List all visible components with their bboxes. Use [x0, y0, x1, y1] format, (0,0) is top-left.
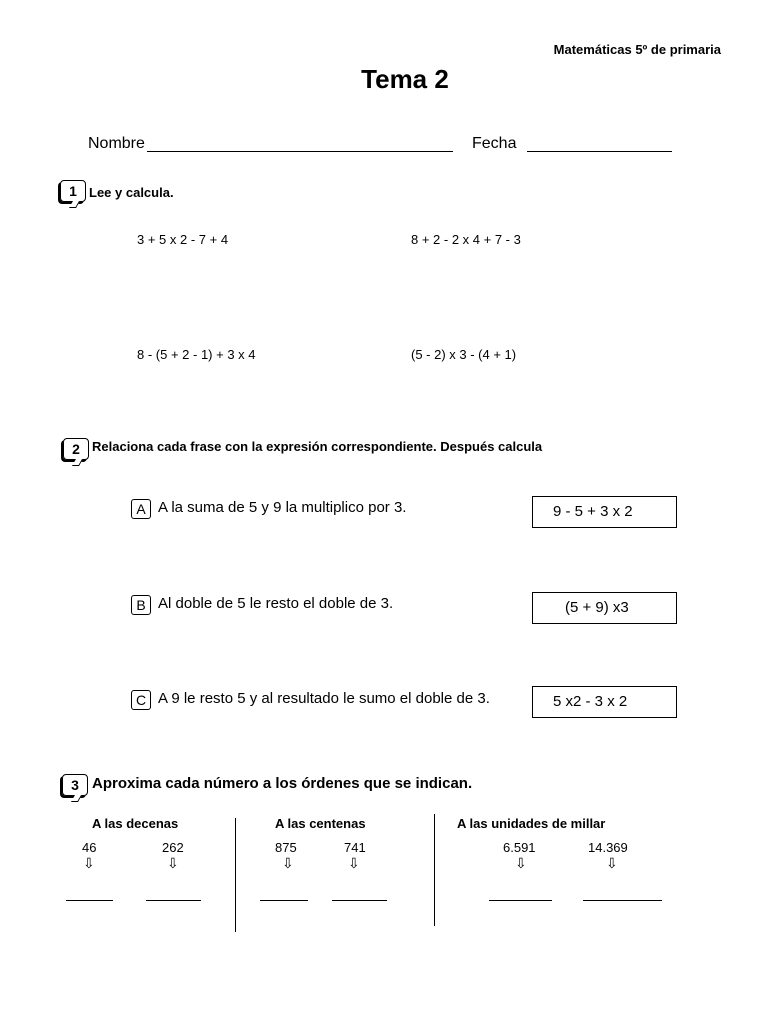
letter-box-a: A	[131, 499, 151, 519]
column-divider	[235, 818, 236, 932]
letter-box-b: B	[131, 595, 151, 615]
down-arrow-icon: ⇩	[282, 855, 294, 871]
expression-box-2-text: (5 + 9) x3	[565, 599, 629, 616]
section-1-number-badge: 1	[60, 180, 86, 202]
column-heading-thousands: A las unidades de millar	[457, 816, 606, 831]
date-field[interactable]	[527, 151, 672, 152]
down-arrow-icon: ⇩	[348, 855, 360, 871]
expression-2: 8 + 2 - 2 x 4 + 7 - 3	[411, 232, 521, 247]
date-label: Fecha	[472, 135, 517, 152]
section-3-number-badge: 3	[62, 774, 88, 796]
number-46: 46	[82, 840, 97, 855]
column-heading-hundreds: A las centenas	[275, 816, 366, 831]
number-14369: 14.369	[588, 840, 628, 855]
answer-line[interactable]	[583, 900, 662, 901]
number-741: 741	[344, 840, 366, 855]
section-2-instruction: Relaciona cada frase con la expresión correspondiente. Después calcula	[92, 439, 543, 454]
section-1-instruction: Lee y calcula.	[89, 185, 174, 200]
down-arrow-icon: ⇩	[167, 855, 179, 871]
phrase-c: A 9 le resto 5 y al resultado le sumo el doble de 3.	[158, 690, 490, 707]
answer-line[interactable]	[146, 900, 201, 901]
number-262: 262	[162, 840, 184, 855]
down-arrow-icon: ⇩	[83, 855, 95, 871]
letter-box-c: C	[131, 690, 151, 710]
down-arrow-icon: ⇩	[606, 855, 618, 871]
expression-3: 8 - (5 + 2 - 1) + 3 x 4	[137, 347, 256, 362]
answer-line[interactable]	[66, 900, 113, 901]
name-field[interactable]	[147, 151, 453, 152]
section-2-number-badge: 2	[63, 438, 89, 460]
down-arrow-icon: ⇩	[515, 855, 527, 871]
expression-4: (5 - 2) x 3 - (4 + 1)	[411, 347, 517, 362]
answer-line[interactable]	[489, 900, 552, 901]
subject-label: Matemáticas 5º de primaria	[553, 42, 721, 57]
page-title: Tema 2	[361, 64, 449, 94]
column-divider	[434, 814, 435, 926]
phrase-a: A la suma de 5 y 9 la multiplico por 3.	[158, 499, 407, 516]
name-label: Nombre	[88, 135, 145, 152]
column-heading-tens: A las decenas	[92, 816, 179, 831]
expression-box-3-text: 5 x2 - 3 x 2	[553, 693, 628, 710]
expression-box-3	[532, 686, 677, 718]
phrase-b: Al doble de 5 le resto el doble de 3.	[158, 595, 394, 612]
expression-1: 3 + 5 x 2 - 7 + 4	[137, 232, 229, 247]
answer-line[interactable]	[332, 900, 387, 901]
answer-line[interactable]	[260, 900, 308, 901]
section-3-instruction: Aproxima cada número a los órdenes que se indican.	[92, 775, 473, 792]
expression-box-2	[532, 592, 677, 624]
number-6591: 6.591	[503, 840, 536, 855]
expression-box-1	[532, 496, 677, 528]
number-875: 875	[275, 840, 297, 855]
expression-box-1-text: 9 - 5 + 3 x 2	[553, 503, 633, 520]
